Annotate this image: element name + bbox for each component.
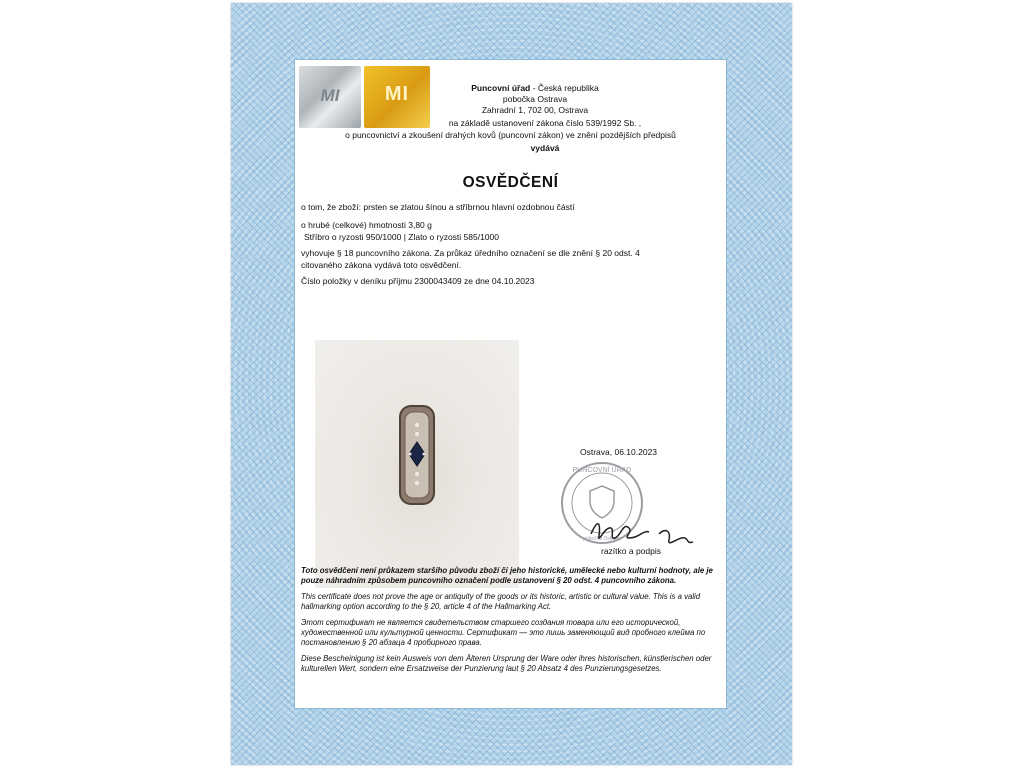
compliance-line-1: vyhovuje § 18 puncovního zákona. Za průkaz úředního označení se dle znění § 20 odst. 4 xyxy=(301,248,640,258)
legal-basis-line-1: na základě ustanovení zákona číslo 539/1992 Sb. , xyxy=(448,118,642,128)
place-and-date: Ostrava, 06.10.2023 xyxy=(580,447,658,457)
disclaimer-ru: Этот сертификат не является свидетельством старшего создания товара или его исторической, художественной или культурной ценности. Сертификат — это лишь заменяющий вид пробного клейма по постановлению § 20 абзаца 4 пробирного права. xyxy=(301,618,706,647)
issues-label: vydává xyxy=(530,143,560,153)
certificate-border xyxy=(231,3,792,765)
office-address: Zahradní 1, 702 00, Ostrava xyxy=(481,105,589,115)
office-name: Puncovní úřad xyxy=(471,83,531,93)
stamp-signature-label: razítko a podpis xyxy=(601,546,662,556)
ring-photo xyxy=(315,340,519,588)
metal-fineness: Stříbro o ryzosti 950/1000 | Zlato o ryzosti 585/1000 xyxy=(304,232,499,242)
disclaimer-cz: Toto osvědčení není průkazem staršího původu zboží či jeho historické, umělecké nebo kulturní hodnoty, ale je pouze náhradním způsobem puncovního označení podle ustanovení § 20 odst. 4 puncovního zákona. xyxy=(301,566,713,585)
legal-basis-line-2: o puncovnictví a zkoušení drahých kovů (puncovní zákon) ve znění pozdějších předpisů xyxy=(345,130,676,140)
stamp-label: PUNCOVNÍ ÚŘAD xyxy=(572,467,632,474)
disclaimer-en: This certificate does not prove the age or antiquity of the goods or its historic, artistic or cultural value. This is a valid hallmarking option according to the § 20, article 4 of the Hallmarking Act. xyxy=(301,592,701,611)
hologram-seal: MI xyxy=(299,66,361,128)
office-country: - Česká republika xyxy=(530,83,599,93)
stamp-sublabel: pobočka Ostrava xyxy=(583,536,621,542)
goods-description: o tom, že zboží: prsten se zlatou šínou a stříbrnou hlavní ozdobnou částí xyxy=(301,202,575,212)
certificate-sheet xyxy=(295,60,726,708)
register-item-number: Číslo položky v deníku příjmu 2300043409 ze dne 04.10.2023 xyxy=(301,276,535,286)
document-title: OSVĚDČENÍ xyxy=(462,174,559,191)
disclaimer-de: Diese Bescheinigung ist kein Ausweis von dem Älteren Ursprung der Ware oder ihres historischen, künstlerischen oder kulturellen Wert, sondern eine Ersatzweise der Punzierung laut § 20 Absatz 4 des Punzierungsgesetzes. xyxy=(301,654,712,673)
compliance-line-2: citovaného zákona vydává toto osvědčení. xyxy=(301,260,462,270)
gold-hallmark-seal: MI xyxy=(364,66,430,128)
office-branch: pobočka Ostrava xyxy=(502,94,568,104)
office-header xyxy=(445,83,625,95)
gross-weight: o hrubé (celkové) hmotnosti 3,80 g xyxy=(301,220,432,230)
